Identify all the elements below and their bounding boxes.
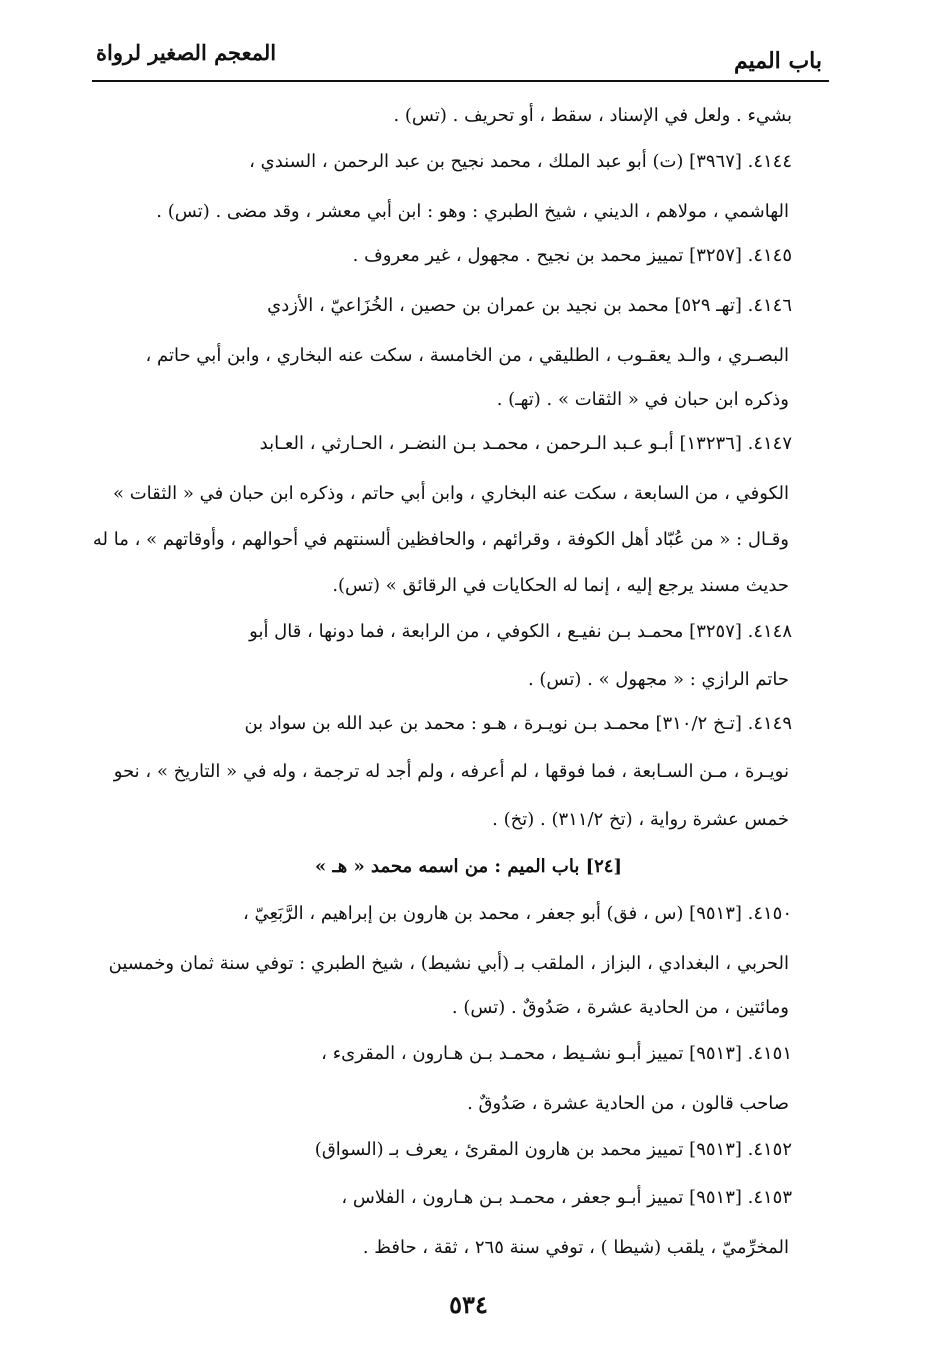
- entry-4149: ٤١٤٩. [تـخ ٣١٠/٢] محمـد بـن نويـرة ، هـو : محمد بن عبد الله بن سواد بن: [244, 713, 792, 734]
- text-line: صاحب قالون ، من الحادية عشرة ، صَدُوقٌ .: [467, 1093, 789, 1114]
- text-line: نويـرة ، مـن السـابعة ، فما فوقها ، لم أعرفه ، ولم أجد له ترجمة ، وله في « التاريخ » ، نحو: [113, 761, 789, 782]
- text-line: خمس عشرة رواية ، (تخ ٣١١/٢) . (تخ) .: [492, 809, 789, 830]
- text-line: البصـري ، والـد يعقـوب ، الطليقي ، من الخامسة ، سكت عنه البخاري ، وابن أبي حاتم ،: [145, 345, 789, 366]
- text-line: المخرِّميّ ، يلقب (شيطا ) ، توفي سنة ٢٦٥ ، ثقة ، حافظ .: [362, 1237, 789, 1258]
- entry-4144: ٤١٤٤. [٣٩٦٧] (ت) أبو عبد الملك ، محمد نجيح بن عبد الرحمن ، السندي ،: [249, 151, 792, 172]
- header-rule: [92, 80, 829, 82]
- entry-4147: ٤١٤٧. [١٣٢٣٦] أبـو عـبد الـرحمن ، محمـد بـن النضـر ، الحـارثي ، العـابد: [259, 433, 792, 454]
- text-line: الحربي ، البغدادي ، البزاز ، الملقب بـ (أبي نشيط) ، شيخ الطبري : توفي سنة ثمان وخمسين: [108, 953, 789, 974]
- text-line: حديث مسند يرجع إليه ، إنما له الحكايات في الرقائق » (تس).: [332, 575, 789, 596]
- text-line: ومائتين ، من الحادية عشرة ، صَدُوقٌ . (تس) .: [451, 997, 789, 1018]
- entry-4145: ٤١٤٥. [٣٢٥٧] تمييز محمد بن نجيح . مجهول ، غير معروف .: [352, 245, 792, 266]
- entry-4153: ٤١٥٣. [٩٥١٣] تمييز أبـو جعفر ، محمـد بـن هـارون ، الفلاس ،: [341, 1187, 792, 1208]
- entry-4152: ٤١٥٢. [٩٥١٣] تمييز محمد بن هارون المقرئ ، يعرف بـ (السواق): [314, 1139, 792, 1160]
- entry-4150: ٤١٥٠. [٩٥١٣] (س ، فق) أبو جعفر ، محمد بن هارون بن إبراهيم ، الرَّبَعِيّ ،: [242, 903, 792, 924]
- text-line: وذكره ابن حبان في « الثقات » . (تهـ) .: [496, 389, 789, 410]
- entry-4151: ٤١٥١. [٩٥١٣] تمييز أبـو نشـيط ، محمـد بـن هـارون ، المقرىء ،: [321, 1043, 792, 1064]
- entry-4146: ٤١٤٦. [تهـ ٥٢٩] محمد بن نجيد بن عمران بن حصين ، الخُزَاعيّ ، الأزدي: [267, 295, 792, 316]
- page-number: ٥٣٤: [449, 1290, 488, 1319]
- text-line: حاتم الرازي : « مجهول » . (تس) .: [527, 669, 789, 690]
- text-line: وقـال : « من عُبّاد أهل الكوفة ، وقرائهم ، والحافظين ألسنتهم في أحوالهم ، وأوقاتهم » ، ما له: [92, 529, 789, 550]
- text-line: بشيء . ولعل في الإسناد ، سقط ، أو تحريف . (تس) .: [393, 105, 792, 126]
- text-line: الكوفي ، من السابعة ، سكت عنه البخاري ، وابن أبي حاتم ، وذكره ابن حبان في « الثقات »: [112, 483, 789, 504]
- header-book-title: المعجم الصغير لرواة: [96, 40, 277, 65]
- header-chapter-title: باب الميم: [733, 48, 822, 74]
- section-title: [٢٤] باب الميم : من اسمه محمد « هـ »: [314, 856, 623, 877]
- text-line: الهاشمي ، مولاهم ، الديني ، شيخ الطبري : وهو : ابن أبي معشر ، وقد مضى . (تس) .: [156, 201, 789, 222]
- entry-4148: ٤١٤٨. [٣٢٥٧] محمـد بـن نفيـع ، الكوفي ، من الرابعة ، فما دونها ، قال أبو: [249, 621, 792, 642]
